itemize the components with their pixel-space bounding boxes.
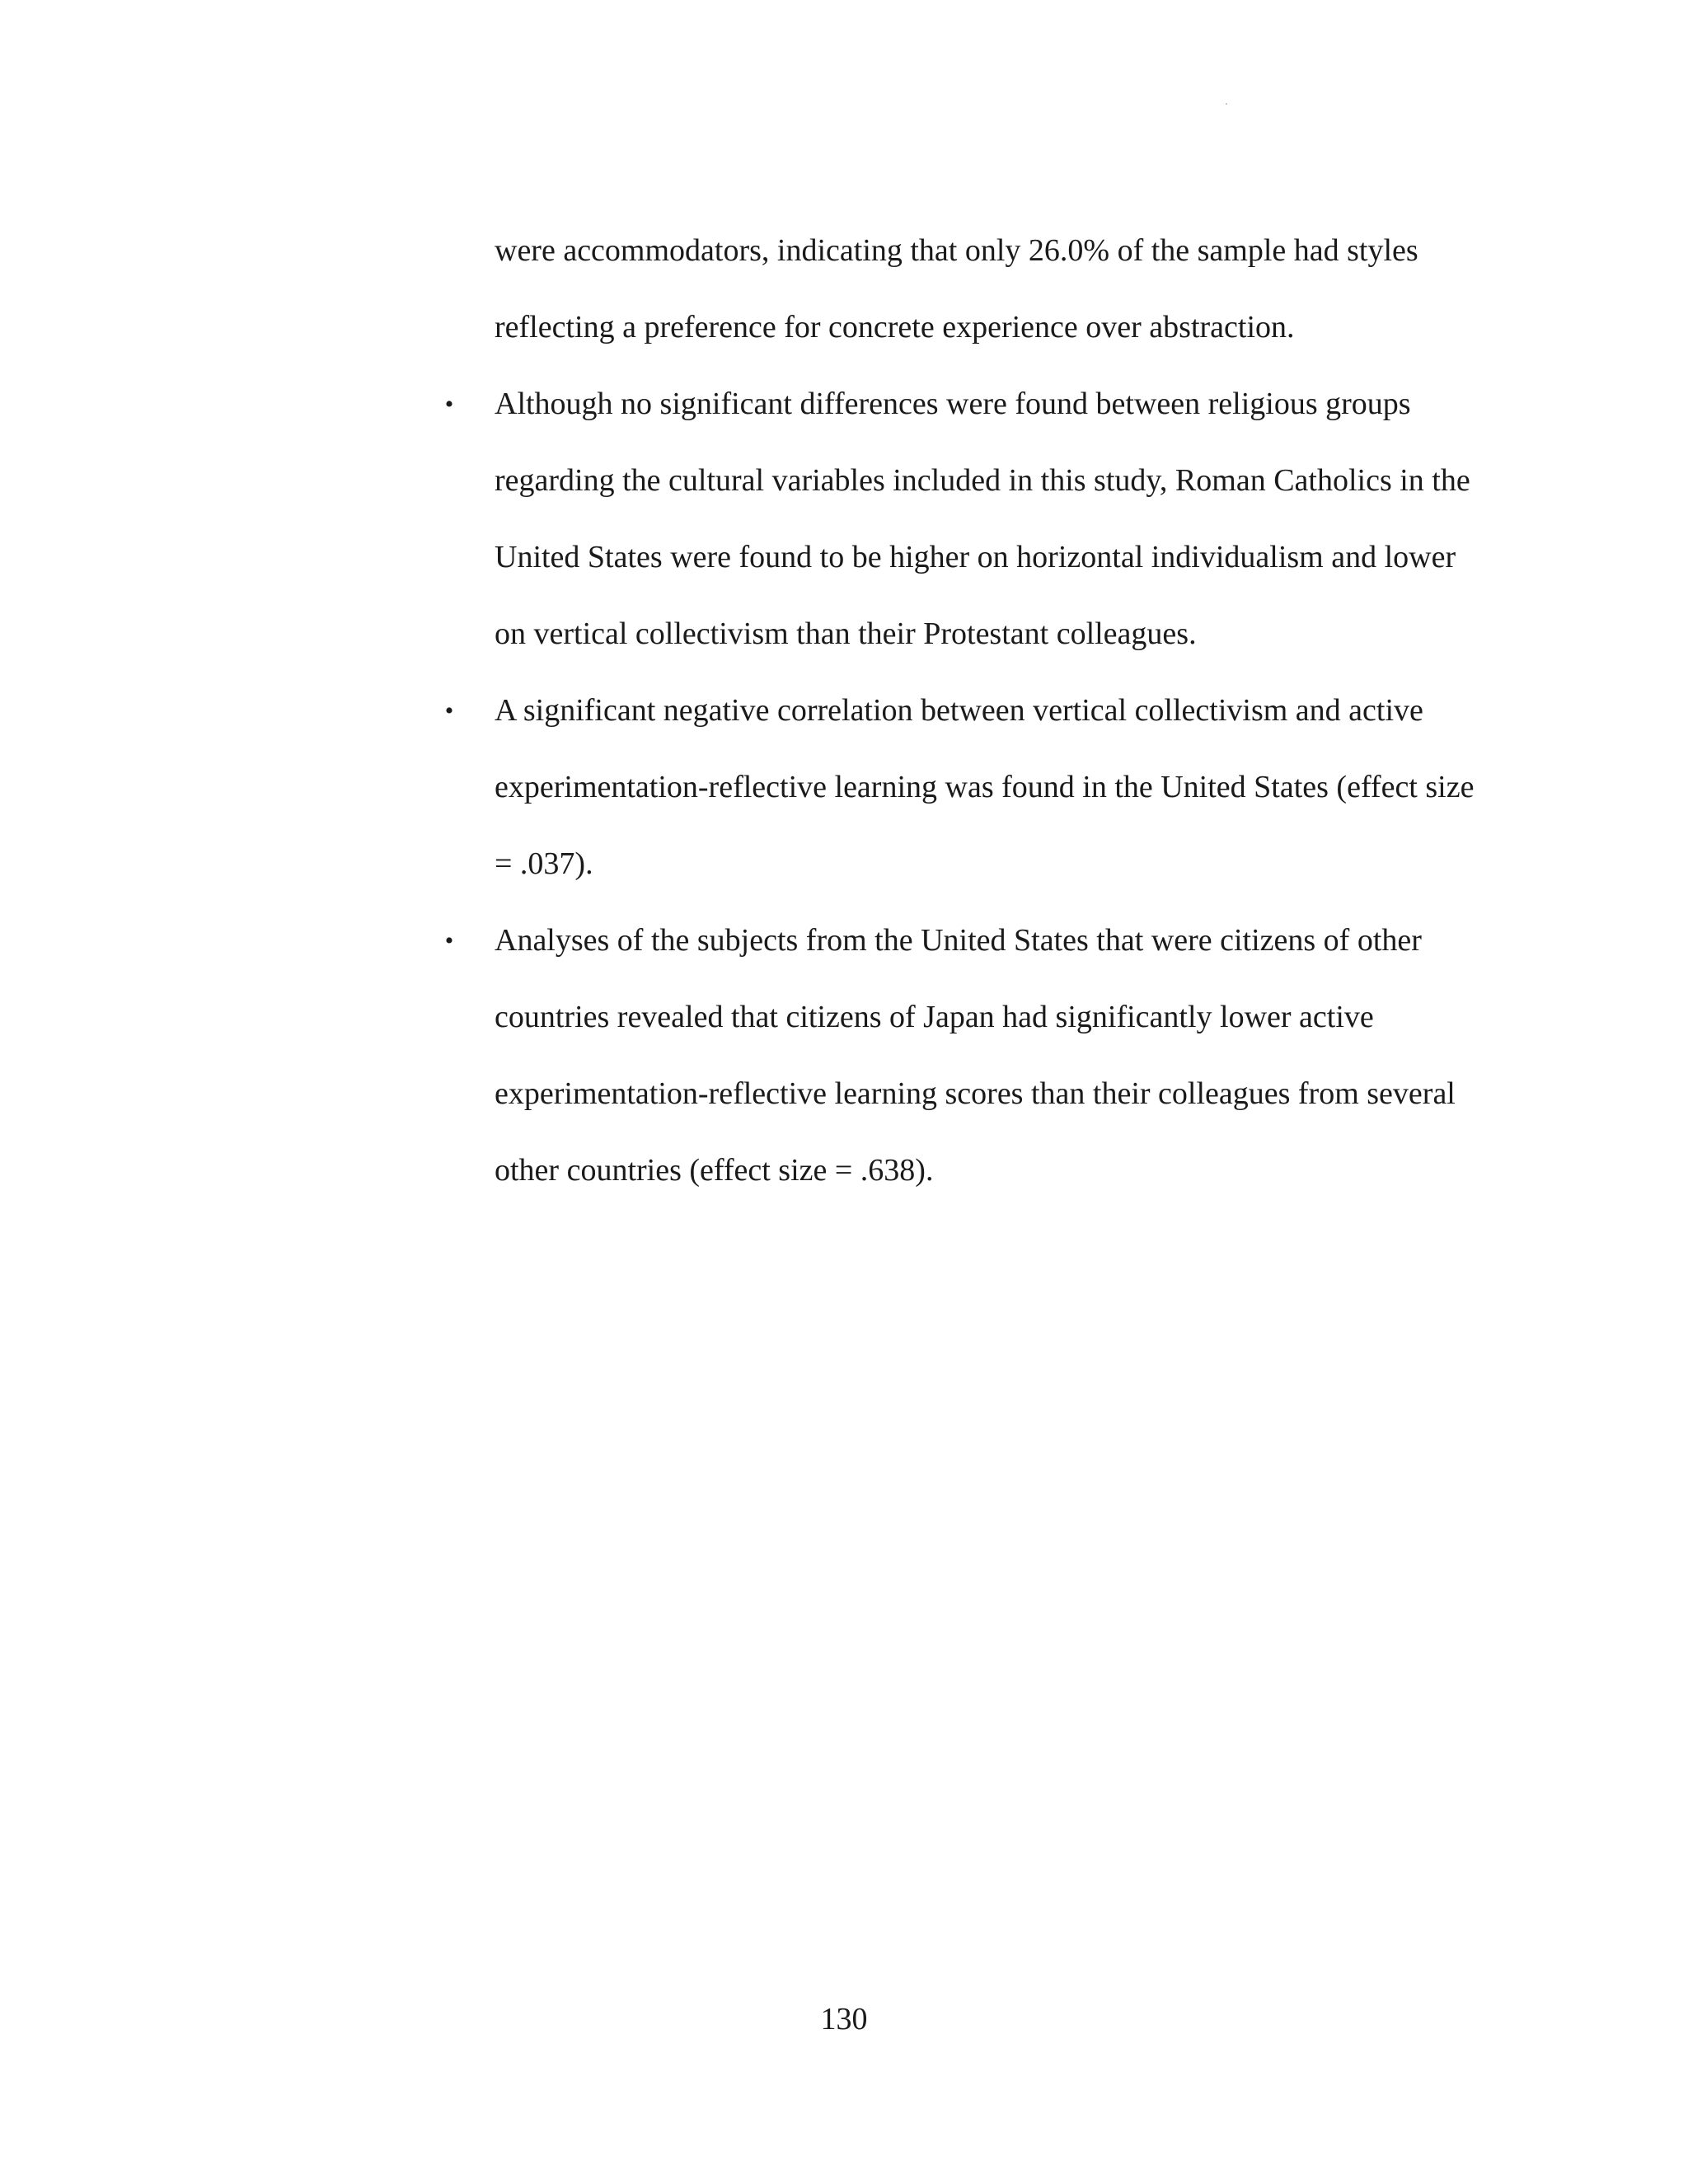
- bullet-icon: •: [444, 927, 454, 954]
- bullet-item-1: [444, 366, 1484, 673]
- bullet-icon: •: [444, 391, 454, 418]
- bullet-text: Analyses of the subjects from the United States that were citizens of other countries revealed that citizens of Japan had significantly lower active experimentation-reflective learning scores than their colleagues from several other countries (effect size = .638).: [495, 923, 1456, 1188]
- bullet-item-3: [444, 902, 1484, 1209]
- body-text: [444, 213, 1484, 1209]
- bullet-text: A significant negative correlation between vertical collectivism and active experimentation-reflective learning was found in the United States (effect size = .037).: [495, 693, 1475, 881]
- page-number: 130: [820, 2002, 868, 2036]
- bullet-text: Although no significant differences were found between religious groups regarding the cultural variables included in this study, Roman Catholics in the United States were found to be higher on horizontal individualism and lower on vertical collectivism than their Protestant colleagues.: [495, 387, 1470, 651]
- scan-speck: [1226, 103, 1227, 105]
- bullet-icon: •: [444, 697, 454, 724]
- bullet-item-2: [444, 673, 1484, 902]
- continuation-paragraph: were accommodators, indicating that only 26.0% of the sample had styles reflecting a preference for concrete experience over abstraction.: [495, 233, 1418, 344]
